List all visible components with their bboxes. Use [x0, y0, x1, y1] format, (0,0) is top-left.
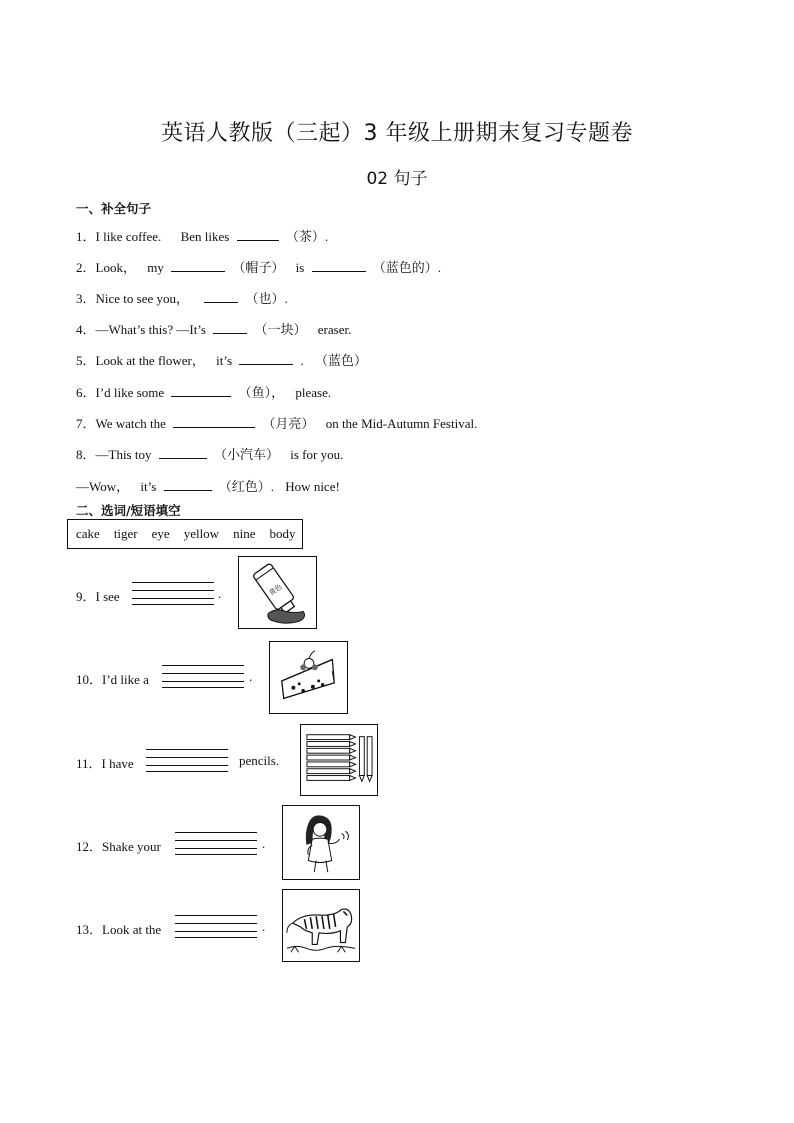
page-subtitle: 02 句子 — [366, 169, 428, 189]
word-bank-item: body — [269, 526, 296, 541]
question-4 — [76, 319, 351, 338]
cake-slice-icon — [269, 641, 348, 714]
question-8-reply — [76, 476, 340, 495]
question-13-end: . — [262, 919, 266, 934]
answer-blank[interactable] — [164, 480, 212, 491]
answer-lines[interactable] — [162, 665, 244, 689]
question-hint: （红色）. — [218, 479, 275, 494]
question-hint: （一块） — [254, 322, 307, 337]
answer-blank[interactable] — [171, 261, 225, 272]
question-text: it’s — [140, 479, 157, 494]
word-bank — [67, 519, 303, 549]
question-text: my — [147, 260, 164, 275]
question-7 — [76, 413, 477, 432]
question-text: 2．Look， — [76, 260, 136, 275]
question-9-end: . — [218, 586, 222, 601]
question-text: please. — [295, 385, 332, 400]
girl-shaking-body-icon — [282, 805, 360, 880]
word-bank-item: yellow — [183, 526, 220, 541]
answer-blank[interactable] — [213, 323, 247, 334]
question-10-end: . — [249, 669, 253, 684]
word-bank-item: eye — [151, 526, 170, 541]
pencils-icon — [300, 724, 378, 796]
question-text: 7．We watch the — [76, 416, 166, 431]
question-text: on the Mid-Autumn Festival. — [325, 416, 478, 431]
answer-lines[interactable] — [146, 749, 228, 773]
question-12-end: . — [262, 836, 266, 851]
question-text: . — [300, 353, 304, 368]
svg-text:黄色: 黄色 — [267, 582, 284, 597]
question-text: How nice! — [285, 479, 340, 494]
answer-blank[interactable] — [204, 292, 238, 303]
question-text: it’s — [216, 353, 233, 368]
question-2 — [76, 257, 441, 276]
question-text: is — [295, 260, 305, 275]
question-6 — [76, 382, 331, 401]
question-text: Ben likes — [180, 229, 230, 244]
answer-blank[interactable] — [239, 354, 293, 365]
question-11-end: pencils. — [239, 753, 280, 768]
question-hint: （茶）. — [285, 229, 329, 244]
answer-blank[interactable] — [173, 417, 255, 428]
question-hint: （蓝色） — [315, 353, 368, 368]
question-text: —Wow， — [76, 479, 130, 494]
question-11-text: 11．I have — [76, 756, 134, 771]
question-hint: （鱼）， — [238, 385, 285, 400]
tiger-icon — [282, 889, 360, 962]
question-text: 3．Nice to see you， — [76, 291, 190, 306]
question-hint: （小汽车） — [213, 447, 279, 462]
answer-lines[interactable] — [175, 832, 257, 856]
question-text: eraser. — [317, 322, 352, 337]
question-text: 5．Look at the flower， — [76, 353, 205, 368]
answer-blank[interactable] — [159, 448, 207, 459]
section-heading-word-fill: 二、选词/短语填空 — [76, 503, 181, 518]
answer-blank[interactable] — [312, 261, 366, 272]
question-1 — [76, 226, 328, 245]
question-13-text: 13．Look at the — [76, 922, 162, 937]
word-bank-item: nine — [233, 526, 256, 541]
question-3 — [76, 288, 288, 307]
answer-lines[interactable] — [132, 582, 214, 606]
question-hint: （也）. — [245, 291, 288, 306]
answer-lines[interactable] — [175, 915, 257, 939]
question-8 — [76, 444, 343, 463]
section-heading-complete-sentences: 一、补全句子 — [76, 201, 152, 216]
question-5 — [76, 350, 367, 369]
question-text: 1．I like coffee. — [76, 229, 162, 244]
question-text: 4．—What’s this? —It’s — [76, 322, 206, 337]
question-9-text: 9．I see — [76, 589, 120, 604]
word-bank-item: cake — [76, 526, 100, 541]
question-text: 8．—This toy — [76, 447, 152, 462]
word-bank-item: tiger — [113, 526, 138, 541]
yellow-paint-tube-icon — [238, 556, 317, 629]
question-hint: （帽子） — [232, 260, 285, 275]
page-title: 英语人教版（三起）3 年级上册期末复习专题卷 — [161, 121, 633, 146]
question-hint: （蓝色的）. — [372, 260, 442, 275]
question-10-text: 10．I’d like a — [76, 672, 149, 687]
answer-blank[interactable] — [237, 230, 279, 241]
question-text: is for you. — [290, 447, 344, 462]
question-12-text: 12．Shake your — [76, 839, 161, 854]
answer-blank[interactable] — [171, 386, 231, 397]
question-hint: （月亮） — [262, 416, 315, 431]
question-text: 6．I’d like some — [76, 385, 165, 400]
